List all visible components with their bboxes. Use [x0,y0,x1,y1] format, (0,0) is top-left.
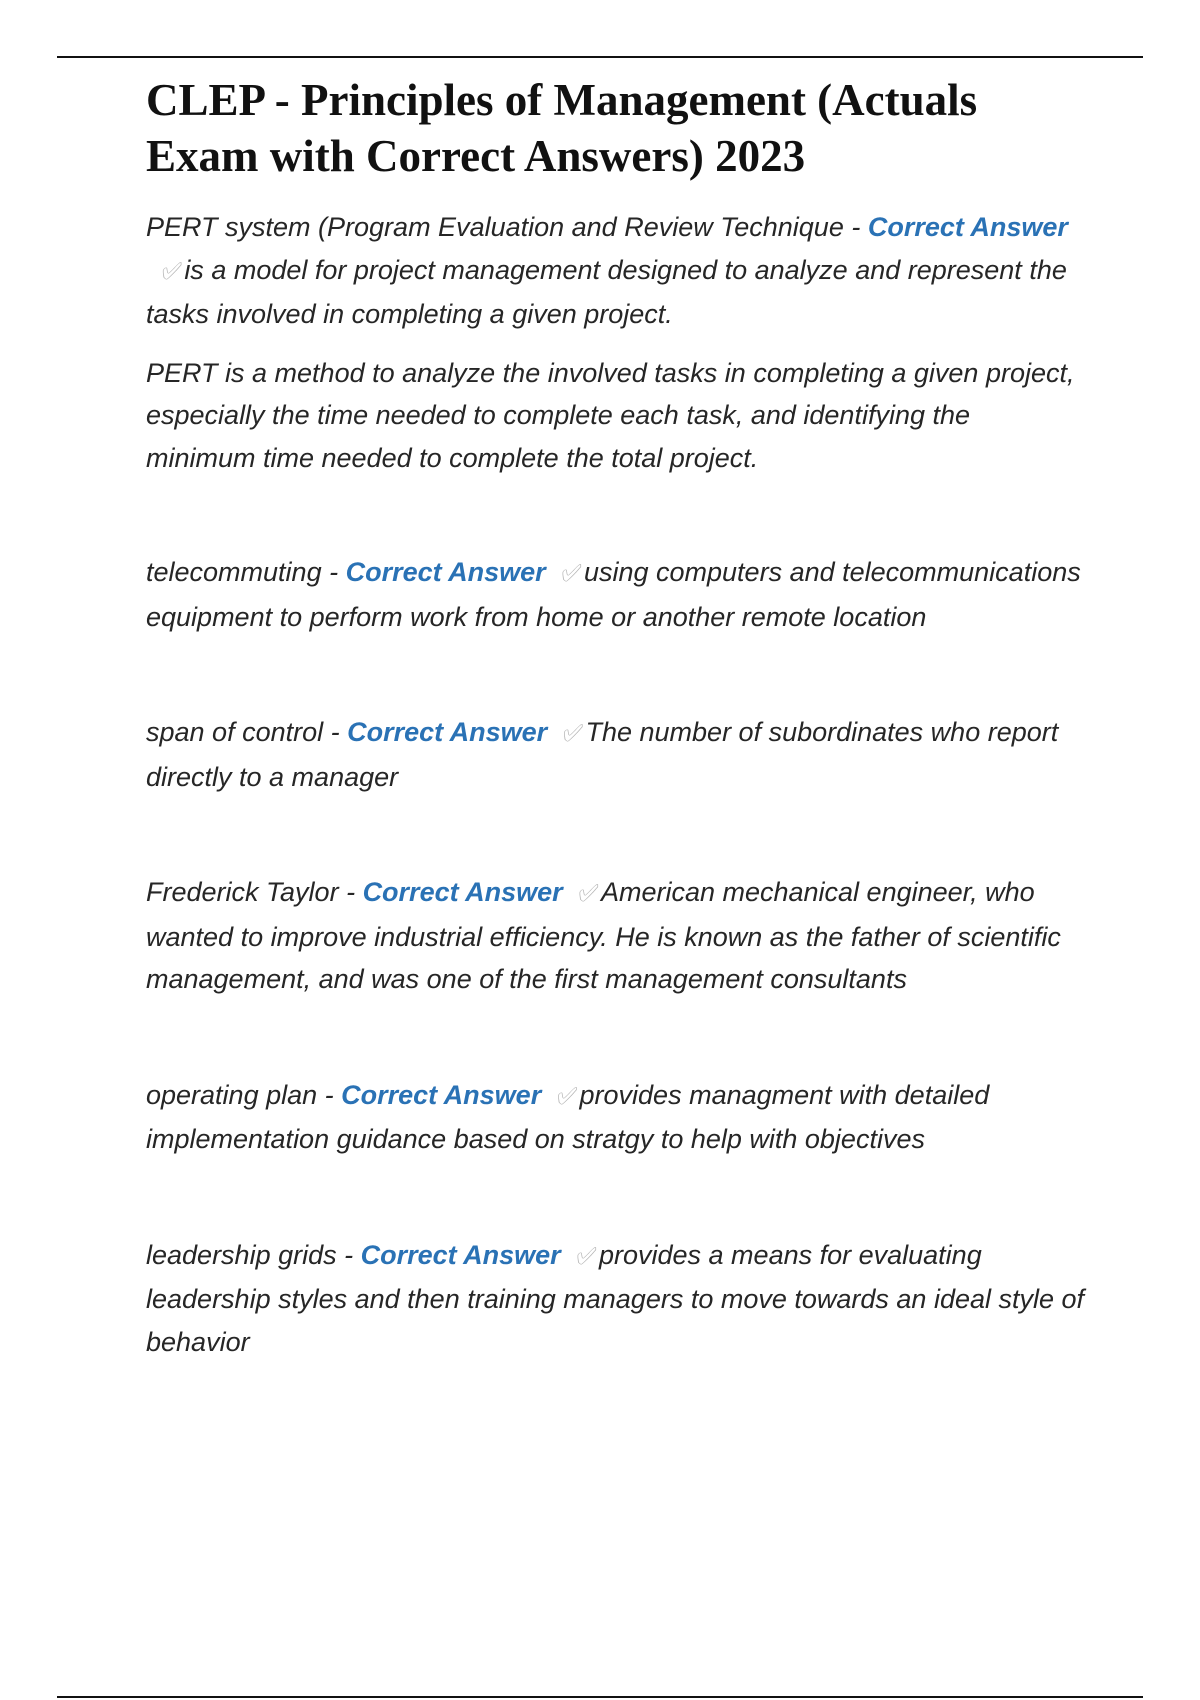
bottom-rule [57,1696,1143,1698]
entry-frederick-taylor: Frederick Taylor - Correct Answer ✅︎American mechanical engineer, who wanted to improve industrial efficiency. He is known as the father of scientific management, and was one of the first management consultants [146,871,1086,1001]
check-circle-icon: ✅︎ [162,257,183,285]
entry-definition: American mechanical engineer, who wanted to improve industrial efficiency. He is known as the father of scientific management, and was one of the first management consultants [146,877,1061,994]
entry-term: telecommuting [146,557,322,587]
entry-definition: The number of subordinates who report directly to a manager [146,717,1059,792]
entry-definition: provides a means for evaluating leadership styles and then training managers to move towards an ideal style of behavior [146,1239,1085,1357]
top-rule [57,56,1143,58]
entry-pert: PERT system (Program Evaluation and Review Technique - Correct Answer✅︎is a model for project management designed to analyze and represent the tasks involved in completing a given project. [146,212,1068,329]
check-circle-icon: ✅︎ [557,1082,578,1110]
entry-definition: using computers and telecommunications equipment to perform work from home or another remote location [146,557,1081,632]
correct-answer-label: Correct Answer [341,1079,542,1110]
document-body [146,72,1086,1363]
entry-term: PERT system (Program Evaluation and Review Technique [146,212,844,242]
entry-telecommuting: telecommuting - Correct Answer ✅︎using computers and telecommunications equipment to perform work from home or another remote location [146,551,1086,638]
entry-term: leadership grids [146,1239,337,1270]
entry-span-of-control: span of control - Correct Answer ✅︎The number of subordinates who report directly to a manager [146,711,1086,798]
check-circle-icon: ✅︎ [563,720,584,747]
entry-leadership-grids: leadership grids - Correct Answer ✅︎provides a means for evaluating leadership styles and then training managers to move towards an ideal style of behavior [146,1234,1086,1364]
entry-term: span of control [146,717,324,747]
correct-answer-label: Correct Answer [362,877,563,907]
entry-definition: is a model for project management designed to analyze and represent the tasks involved in completing a given project. [146,254,1067,329]
entry-term: Frederick Taylor [146,877,339,907]
entry-term: operating plan [146,1079,318,1110]
entry-operating-plan: operating plan - Correct Answer ✅︎provides managment with detailed implementation guidance based on stratgy to help with objectives [146,1074,1086,1161]
check-circle-icon: ✅︎ [561,560,582,587]
entry-definition: provides managment with detailed implementation guidance based on stratgy to help with objectives [146,1079,990,1154]
correct-answer-label: Correct Answer [347,717,548,747]
correct-answer-label: Correct Answer [360,1239,561,1270]
document-title: CLEP - Principles of Management (Actuals Exam with Correct Answers) 2023 [146,75,978,181]
entry-pert-extra: PERT is a method to analyze the involved tasks in completing a given project, especially the time needed to complete each task, and identifying the minimum time needed to complete the total project. [146,357,1075,473]
check-circle-icon: ✅︎ [578,880,599,907]
check-circle-icon: ✅︎ [576,1242,597,1270]
correct-answer-label: Correct Answer [867,212,1068,242]
correct-answer-label: Correct Answer [345,557,546,587]
